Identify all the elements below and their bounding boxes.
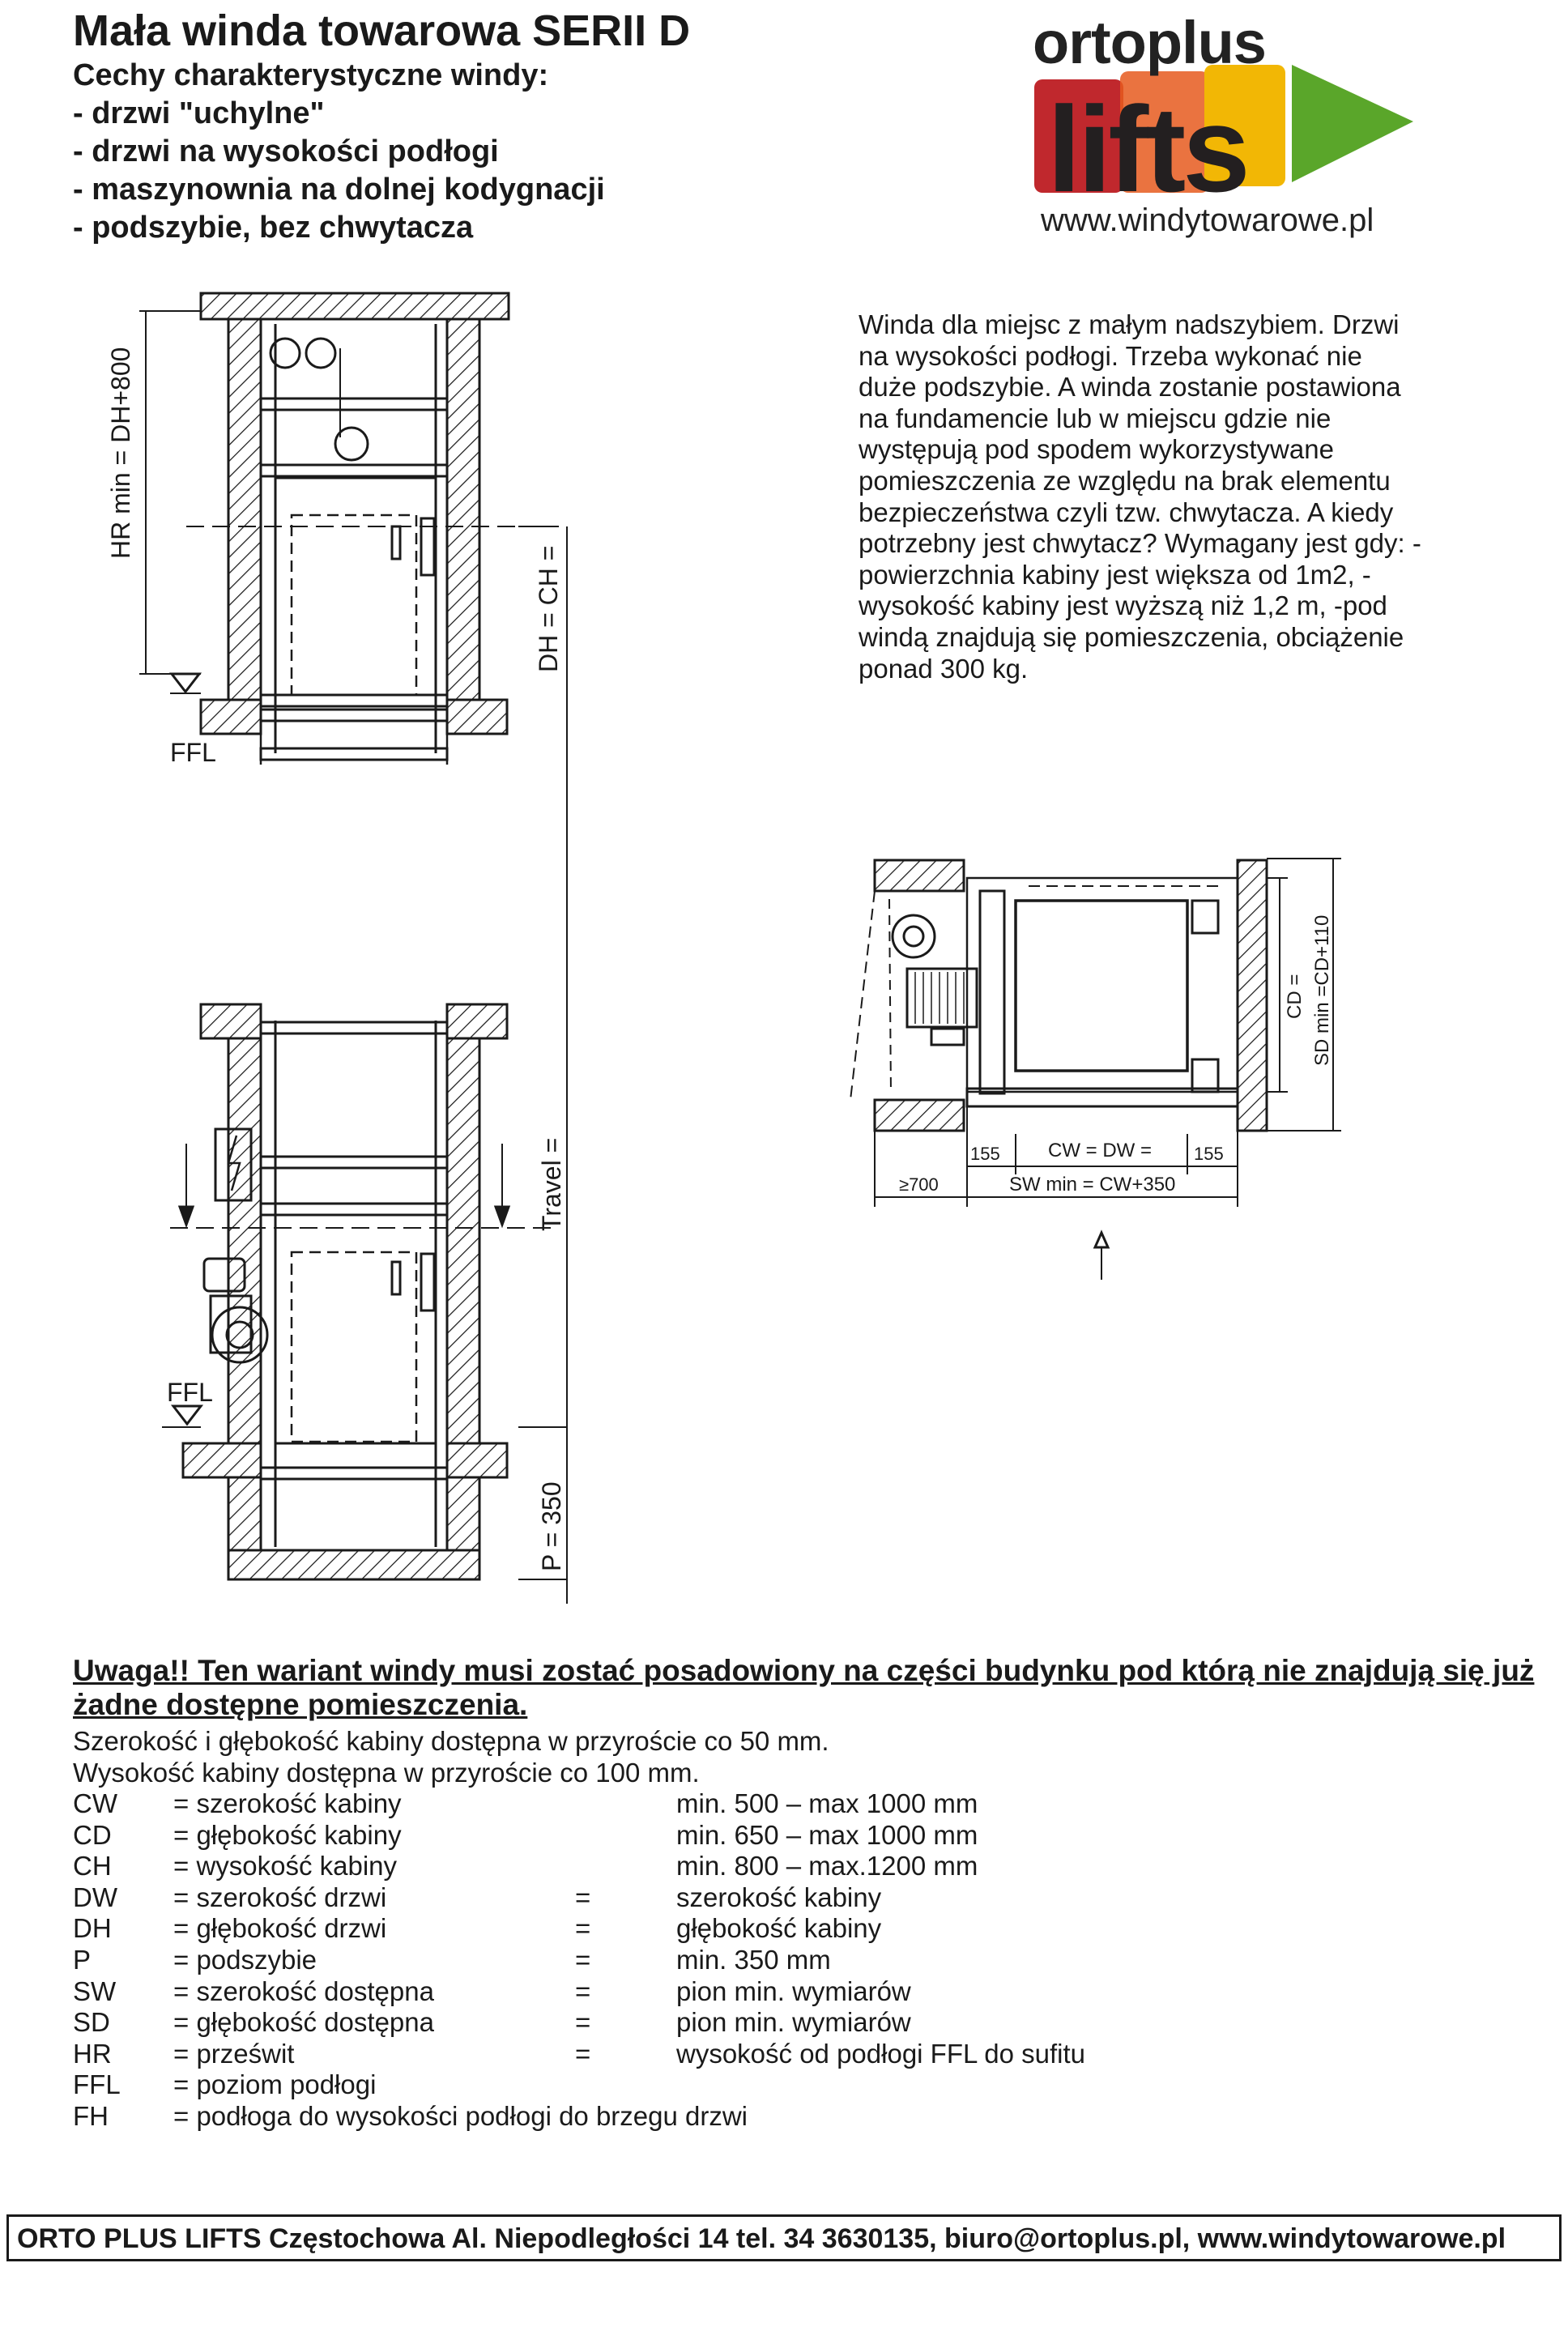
definition-row bbox=[73, 2101, 1288, 2133]
definition-row bbox=[73, 1882, 1288, 1914]
description-line: występują pod spodem wykorzystywane bbox=[859, 434, 1334, 465]
definition-row bbox=[73, 1788, 1288, 1820]
definition-abbr: SW bbox=[73, 1975, 117, 2006]
hr-dimension-label: HR min = DH+800 bbox=[106, 347, 135, 559]
definition-eq: = bbox=[575, 1944, 591, 1975]
dh-dimension-label: DH = CH = bbox=[534, 545, 563, 672]
cd-dimension-label: CD = bbox=[1284, 974, 1306, 1019]
definition-abbr: FFL bbox=[73, 2069, 121, 2100]
footer-contact: ORTO PLUS LIFTS Częstochowa Al. Niepodległości 14 tel. 34 3630135, biuro@ortoplus.pl, www.windytowarowe.pl bbox=[17, 2223, 1506, 2254]
definitions-table bbox=[73, 1788, 1288, 2133]
definition-abbr: DH bbox=[73, 1913, 112, 1944]
definition-row bbox=[73, 1945, 1288, 1976]
feature-item: - podszybie, bez chwytacza bbox=[73, 211, 474, 245]
definition-eq: = bbox=[575, 1882, 591, 1912]
definition-abbr: P bbox=[73, 1944, 92, 1975]
definition-abbr: HR bbox=[73, 2038, 112, 2069]
description-line: na wysokości podłogi. Trzeba wykonać nie bbox=[859, 340, 1362, 371]
feature-item: - maszynownia na dolnej kodygnacji bbox=[73, 173, 605, 207]
definition-desc: = wysokość kabiny bbox=[173, 1851, 398, 1882]
description-line: duże podszybie. A winda zostanie postawiona bbox=[859, 372, 1401, 403]
description-line: bezpieczeństwa czyli tzw. chwytacza. A kiedy bbox=[859, 497, 1394, 527]
definition-abbr: FH bbox=[73, 2100, 109, 2131]
ffl-bottom-label: FFL bbox=[167, 1378, 213, 1407]
description-line: Winda dla miejsc z małym nadszybiem. Drzwi bbox=[859, 309, 1400, 339]
note-line: Szerokość i głębokość kabiny dostępna w przyroście co 50 mm. bbox=[73, 1726, 829, 1756]
definition-value: głębokość kabiny bbox=[676, 1913, 882, 1944]
definition-desc: = szerokość kabiny bbox=[173, 1788, 402, 1818]
definition-row bbox=[73, 1913, 1288, 1945]
min-700-label: ≥700 bbox=[899, 1174, 939, 1195]
plan-view bbox=[850, 859, 1341, 1280]
definition-eq: = bbox=[575, 1975, 591, 2006]
definition-desc: = podłoga do wysokości podłogi do brzegu drzwi bbox=[173, 2100, 748, 2131]
definition-desc: = głębokość drzwi bbox=[173, 1913, 387, 1944]
upper-elevation-view bbox=[139, 293, 567, 1604]
definition-eq: = bbox=[575, 1913, 591, 1944]
definition-eq: = bbox=[575, 2007, 591, 2038]
definition-desc: = poziom podłogi bbox=[173, 2069, 377, 2100]
definition-value: pion min. wymiarów bbox=[676, 1975, 911, 2006]
definition-desc: = głębokość dostępna bbox=[173, 2007, 434, 2038]
travel-dimension-label: Travel = bbox=[537, 1137, 566, 1231]
logo-wordmark: ortoplus bbox=[1033, 9, 1266, 76]
definition-abbr: DW bbox=[73, 1882, 117, 1912]
definition-row bbox=[73, 2039, 1288, 2070]
page-title: Mała winda towarowa SERII D bbox=[73, 6, 691, 55]
definition-desc: = prześwit bbox=[173, 2038, 295, 2069]
description-line: potrzebny jest chwytacz? Wymagany jest gdy: - bbox=[859, 528, 1421, 559]
definition-abbr: CD bbox=[73, 1819, 112, 1850]
warning-notice: Uwaga!! Ten wariant windy musi zostać posadowiony na części budynku pod którą nie znajdują się już żadne dostępne pomieszczenia. bbox=[73, 1654, 1535, 1721]
definition-value: pion min. wymiarów bbox=[676, 2007, 911, 2038]
definition-abbr: SD bbox=[73, 2007, 110, 2038]
definition-desc: = szerokość drzwi bbox=[173, 1882, 387, 1912]
description-line: windą znajdują się pomieszczenia, obciążenie bbox=[859, 621, 1404, 652]
definition-abbr: CH bbox=[73, 1851, 112, 1882]
logo-url: www.windytowarowe.pl bbox=[1041, 202, 1374, 238]
description-line: powierzchnia kabiny jest większa od 1m2, - bbox=[859, 559, 1371, 590]
dim-155-left: 155 bbox=[970, 1144, 1000, 1164]
feature-item: - drzwi "uchylne" bbox=[73, 96, 325, 130]
definition-value: min. 350 mm bbox=[676, 1944, 831, 1975]
definition-value: min. 650 – max 1000 mm bbox=[676, 1819, 978, 1850]
note-line: Wysokość kabiny dostępna w przyroście co 100 mm. bbox=[73, 1758, 700, 1788]
ffl-top-label: FFL bbox=[170, 738, 216, 767]
footer bbox=[6, 2214, 1562, 2261]
definition-eq: = bbox=[575, 2038, 591, 2069]
description-line: pomieszczenia ze względu na brak elementu bbox=[859, 465, 1391, 496]
description-line: wysokość kabiny jest wyższą niż 1,2 m, -pod bbox=[859, 590, 1387, 621]
definition-row bbox=[73, 1851, 1288, 1882]
sw-dimension-label: SW min = CW+350 bbox=[1009, 1174, 1176, 1195]
features-heading: Cechy charakterystyczne windy: bbox=[73, 58, 549, 92]
definition-abbr: CW bbox=[73, 1788, 117, 1818]
definition-desc: = szerokość dostępna bbox=[173, 1975, 434, 2006]
cw-dimension-label: CW = DW = bbox=[1048, 1140, 1153, 1161]
definition-desc: = podszybie bbox=[173, 1944, 317, 1975]
definition-row bbox=[73, 2007, 1288, 2039]
definition-value: min. 500 – max 1000 mm bbox=[676, 1788, 978, 1818]
lower-elevation-view bbox=[162, 1004, 567, 1579]
definition-desc: = głębokość kabiny bbox=[173, 1819, 402, 1850]
definition-row bbox=[73, 1976, 1288, 2008]
description-line: na fundamencie lub w miejscu gdzie nie bbox=[859, 403, 1332, 433]
definition-row bbox=[73, 1820, 1288, 1852]
description-line: ponad 300 kg. bbox=[859, 653, 1029, 684]
svg-text:lifts: lifts bbox=[1047, 81, 1247, 217]
definition-value: wysokość od podłogi FFL do sufitu bbox=[676, 2038, 1086, 2069]
sd-dimension-label: SD min =CD+110 bbox=[1311, 914, 1333, 1066]
pit-dimension-label: P = 350 bbox=[537, 1481, 566, 1571]
dim-155-right: 155 bbox=[1194, 1144, 1224, 1164]
definition-row bbox=[73, 2069, 1288, 2101]
definition-value: szerokość kabiny bbox=[676, 1882, 882, 1912]
definition-value: min. 800 – max.1200 mm bbox=[676, 1851, 978, 1882]
feature-item: - drzwi na wysokości podłogi bbox=[73, 134, 499, 168]
